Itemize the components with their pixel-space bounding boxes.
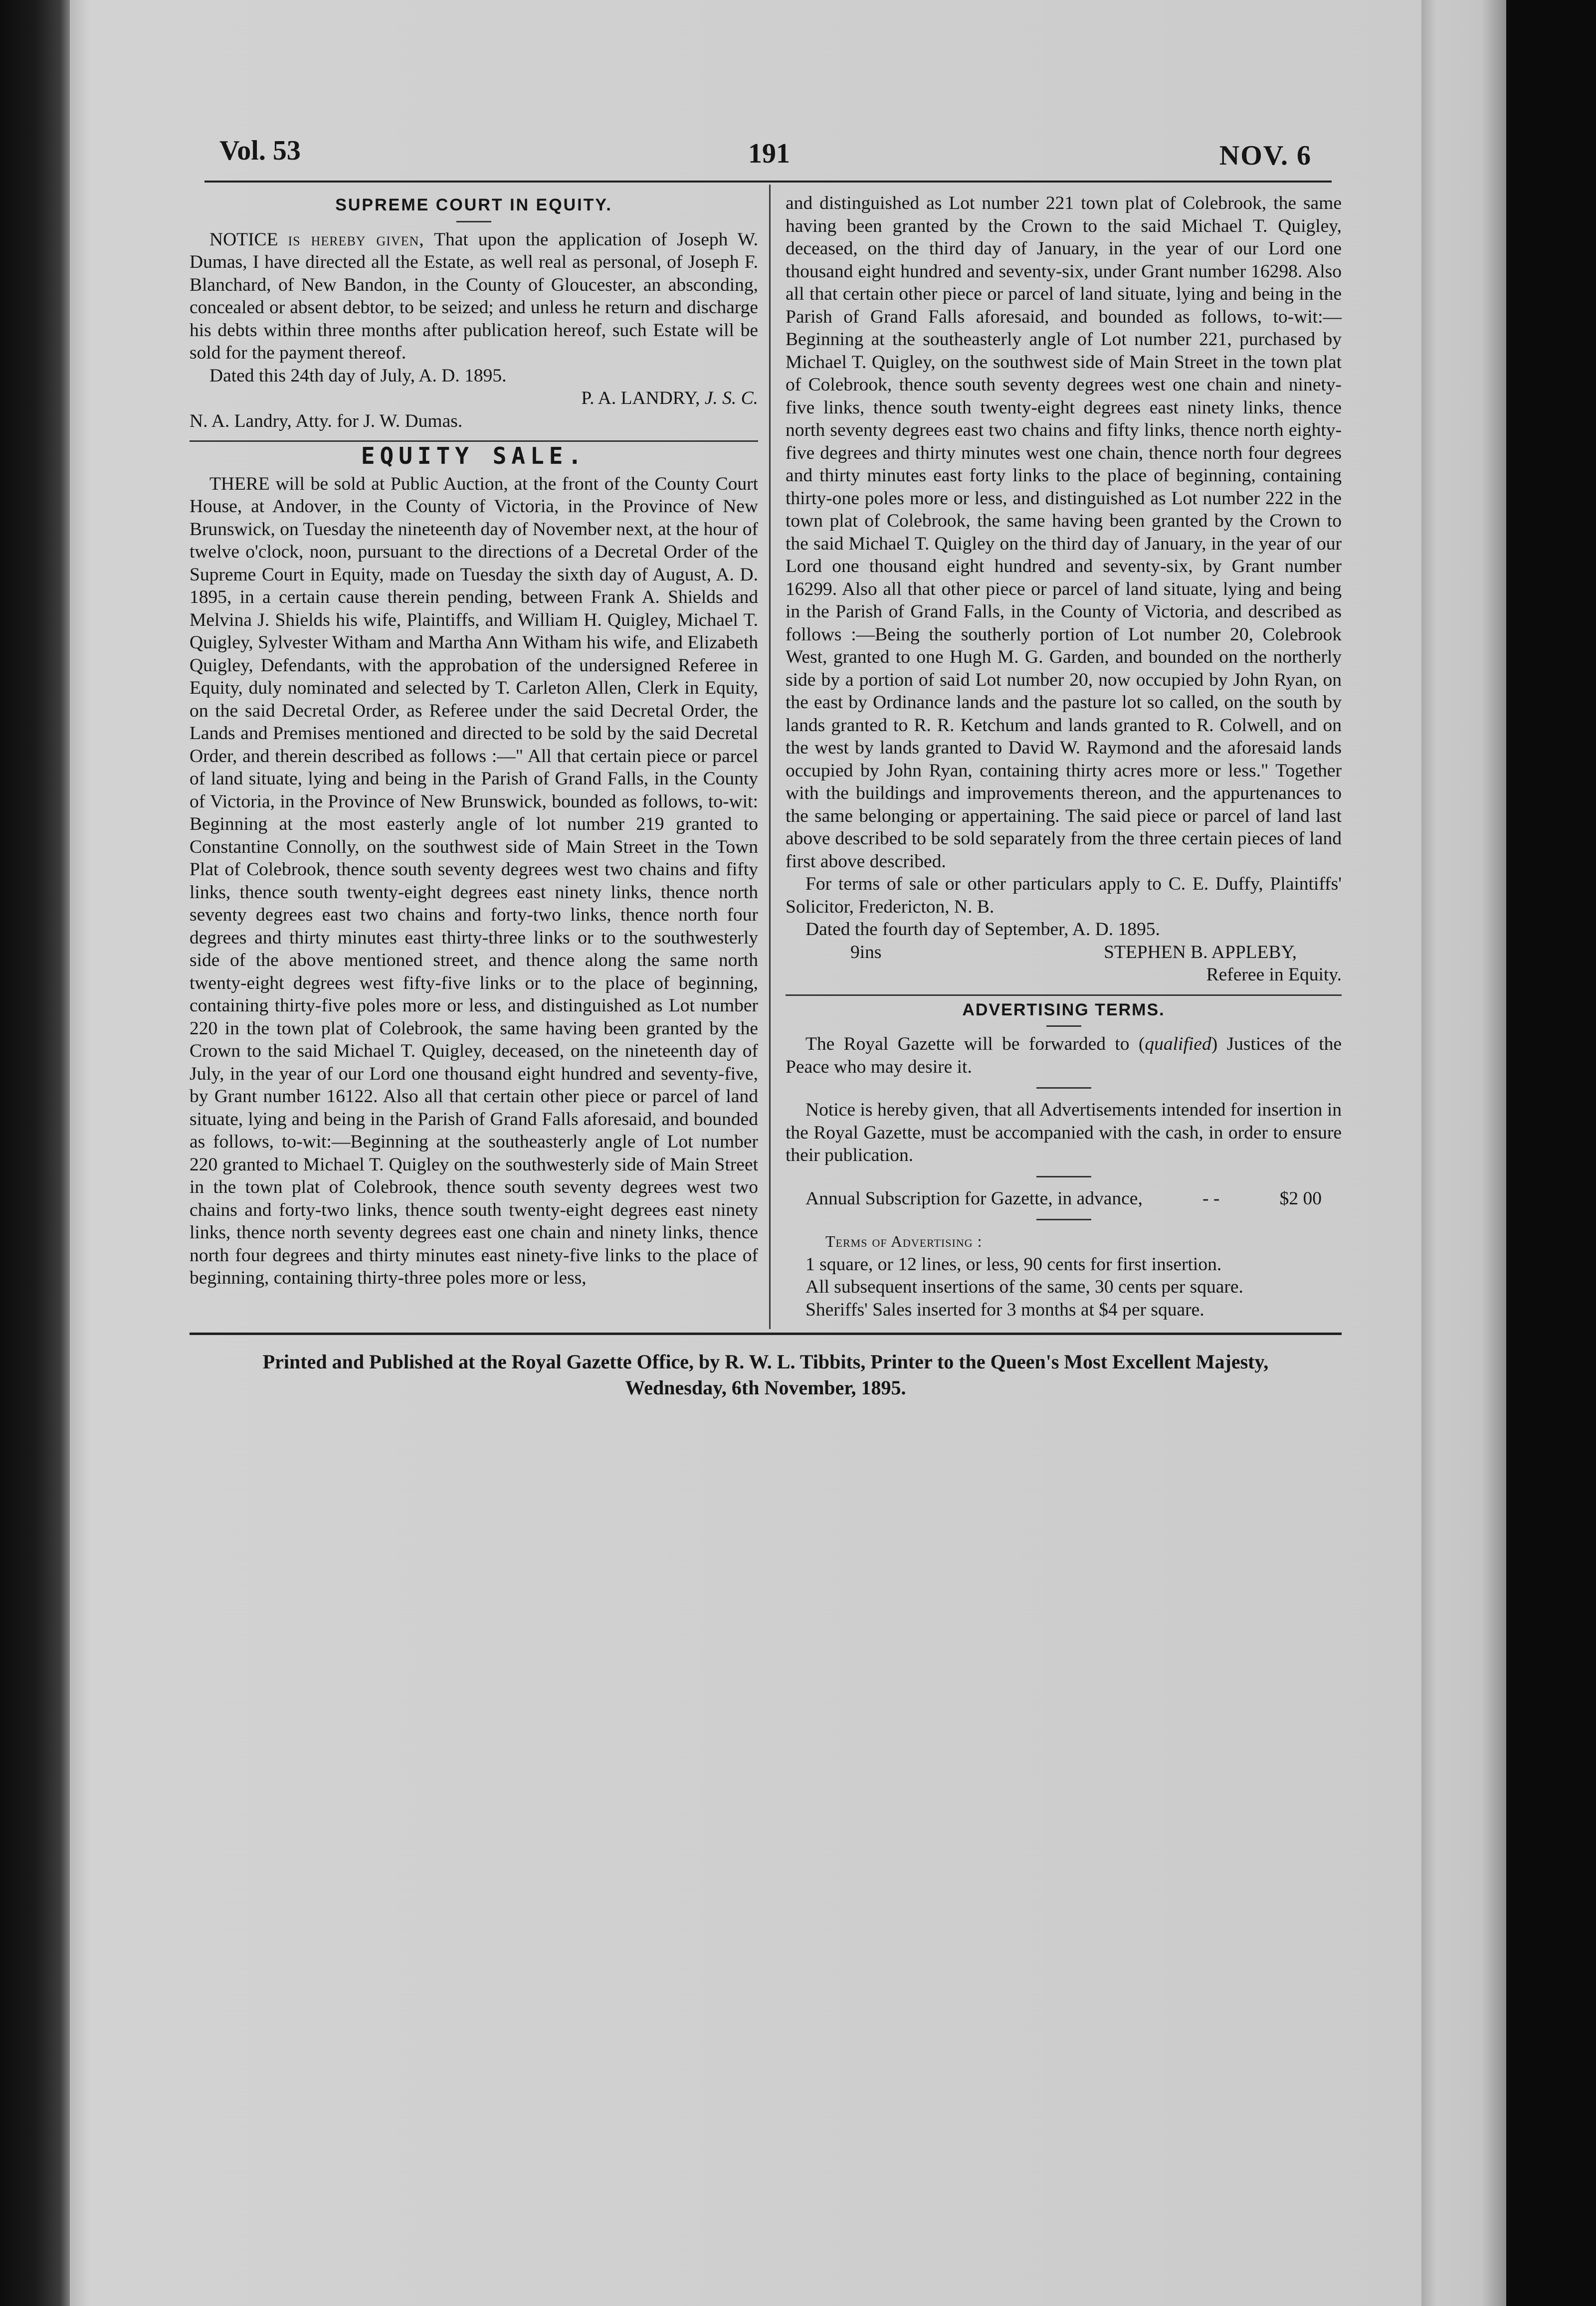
supreme-court-notice xyxy=(190,228,758,365)
supreme-court-attorney: N. A. Landry, Atty. for J. W. Dumas. xyxy=(190,410,463,431)
section-rule xyxy=(190,440,758,442)
subscription-price: $2 00 xyxy=(1279,1188,1322,1209)
subscription-dashes: - - xyxy=(1202,1188,1220,1209)
equity-sale-signature xyxy=(786,941,1342,964)
signer-name: P. A. LANDRY, xyxy=(581,388,700,408)
page-header xyxy=(219,135,1312,180)
advertising-rule xyxy=(1036,1176,1091,1177)
column-divider xyxy=(769,185,771,1329)
equity-sale-terms: For terms of sale or other particulars apply to C. E. Duffy, Plaintiffs' Solicitor, Fredericton, N. B. xyxy=(786,874,1342,917)
supreme-court-dated: Dated this 24th day of July, A. D. 1895. xyxy=(209,365,507,386)
section-rule xyxy=(786,994,1342,996)
issue-date: NOV. 6 xyxy=(1219,140,1312,171)
insertions-code: 9ins xyxy=(850,942,882,962)
advertising-gazette-note: The Royal Gazette will be forwarded to (qualified) Justices of the Peace who may desire it. xyxy=(786,1034,1342,1077)
signer-title: J. S. C. xyxy=(704,388,758,408)
advertising-rule xyxy=(1036,1087,1091,1089)
terms-heading: Terms of Advertising : xyxy=(825,1232,983,1250)
advertising-cash-notice: Notice is hereby given, that all Advertisements intended for insertion in the Royal Gazette, must be accompanied with the cash, in order to ensure their publication. xyxy=(786,1100,1342,1165)
title-rule xyxy=(456,221,491,222)
terms-line-1: 1 square, or 12 lines, or less, 90 cents for first insertion. xyxy=(805,1254,1222,1275)
equity-sale-body-left: THERE will be sold at Public Auction, at the front of the County Court House, at Andover, in the County of Victoria, in the Province of New Brunswick, on Tuesday the nineteenth day of November next, at the hour of twelve o'clock, noon, pursuant to the directions of a Decretal Order of the Supreme Court in Equity, made on Tuesday the sixth day of August, A. D. 1895, in a certain cause therein pending, between Frank A. Shields and Melvina J. Shields his wife, Plaintiffs, and William H. Quigley, Michael T. Quigley, Sylvester Witham and Martha Ann Witham his wife, and Elizabeth Quigley, Defendants, with the approbation of the undersigned Referee in Equity, duly nominated and selected by T. Carleton Allen, Clerk in Equity, on the said Decretal Order, as Referee under the said Decretal Order, the Lands and Premises mentioned and directed to be sold by the said Decretal Order, and therein described as follows :—" All that certain piece or parcel of land situate, lying and being in the Parish of Grand Falls, in the County of Victoria, in the Province of New Brunswick, bounded as follows, to-wit: Beginning at the most easterly angle of lot number 219 granted to Constantine Connolly, on the southwest side of Main Street in the Town Plat of Colebrook, thence south seventy degrees west two chains and fifty links, thence south twenty-eight degrees east ninety links, thence north seventy degrees east two chains and forty-two links, thence north four degrees and thirty minutes east thirty-three links or to the southwesterly side of the above mentioned street, and thence along the same north twenty-eight degrees west fifty-five links or to the place of beginning, containing thirty-five poles more or less, and distinguished as Lot number 220 in the town plat of Colebrook, the same having been granted by the Crown to the said Michael T. Quigley, deceased, on the nineteenth day of July, in the year of our Lord one thousand eight hundred and seventy-five, by Grant number 16122. Also all that certain other piece or parcel of land situate, lying and being in the Parish of Grand Falls aforesaid, and bounded as follows, to-wit:—Beginning at the southeasterly angle of Lot number 220 granted to Michael T. Quigley on the southwesterly side of Main Street in the town plat of Colebrook, thence south seventy degrees west two chains and forty-two links, thence south twenty-eight degrees east ninety links, thence north seventy degrees east one chain and ninety links, thence north four degrees and thirty minutes east ninety-five links to the place of beginning, containing thirty-three poles more or less, xyxy=(190,473,758,1288)
equity-sale-body-right: and distinguished as Lot number 221 town plat of Colebrook, the same having been granted by the Crown to the said Michael T. Quigley, deceased, on the third day of January, in the year of our Lord one thousand eight hundred and seventy-six, under Grant number 16298. Also all that certain other piece or parcel of land situate, lying and being in the Parish of Grand Falls aforesaid, and bounded as follows, to-wit:—Beginning at the southeasterly angle of Lot number 221, purchased by Michael T. Quigley, on the southwest side of Main Street in the town plat of Colebrook, thence south seventy degrees west one chain and ninety-five links, thence south twenty-eight degrees east ninety links, thence north seventy degrees east two chains and fifty links, thence north eighty-five degrees and thirty minutes west one chain, thence north four degrees and thirty minutes east forty links to the place of beginning, containing thirty-one poles more or less, and distinguished as Lot number 222 in the town plat of Colebrook, the same having been granted by the Crown to the said Michael T. Quigley on the third day of January, in the year of our Lord one thousand eight hundred and seventy-six, by Grant number 16299. Also all that other piece or parcel of land situate, lying and being in the Parish of Grand Falls, in the County of Victoria, and described as follows :—Being the southerly portion of Lot number 20, Colebrook West, granted to one Hugh M. G. Garden, and bounded on the northerly side by a portion of said Lot number 20, now occupied by John Ryan, on the east by Ordinance lands and the pasture lot so called, on the south by lands granted to R. R. Ketchum and lands granted to R. Colwell, and on the west by lands granted to David W. Raymond and the aforesaid lands occupied by John Ryan, containing thirty acres more or less." Together with the buildings and improvements thereon, and the appurtenances to the same belonging or appertaining. The said piece or parcel of land last above described to be sold separately from the three certain pieces of land first above described. xyxy=(786,193,1342,872)
advertising-title: ADVERTISING TERMS. xyxy=(962,1000,1165,1019)
notice-lead: NOTICE xyxy=(209,229,278,250)
terms-line-3: Sheriffs' Sales inserted for 3 months at $4 per square. xyxy=(805,1299,1204,1320)
subscription-line xyxy=(786,1187,1342,1210)
referee-name: STEPHEN B. APPLEBY, xyxy=(1104,942,1297,962)
equity-sale-dated: Dated the fourth day of September, A. D. 1895. xyxy=(805,919,1160,940)
binding-shadow xyxy=(0,0,70,2306)
imprint-line-1: Printed and Published at the Royal Gazette Office, by R. W. L. Tibbits, Printer to the Queen's Most Excellent Majesty, xyxy=(262,1350,1269,1373)
supreme-court-signature xyxy=(190,387,758,410)
volume-label: Vol. 53 xyxy=(219,135,301,166)
right-column xyxy=(786,192,1342,1321)
equity-sale-title: EQUITY SALE. xyxy=(361,442,587,469)
referee-title: Referee in Equity. xyxy=(1206,964,1342,985)
notice-body: That upon the application of Joseph W. Dumas, I have directed all the Estate, as well real as personal, of Joseph F. Blanchard, of New Bandon, in the County of Gloucester, an absconding, concealed or absent debtor, to be seized; and unless he return and discharge his debts within three months after publication hereof, such Estate will be sold for the payment thereof. xyxy=(190,229,759,363)
terms-line-2: All subsequent insertions of the same, 30 cents per square. xyxy=(805,1277,1243,1297)
imprint-line-2: Wednesday, 6th November, 1895. xyxy=(625,1376,906,1399)
subscription-label: Annual Subscription for Gazette, in advance, xyxy=(805,1188,1143,1209)
left-column xyxy=(190,192,758,1290)
imprint xyxy=(190,1349,1342,1401)
supreme-court-title: SUPREME COURT IN EQUITY. xyxy=(335,195,612,214)
notice-smallcaps: is hereby given, xyxy=(288,229,424,250)
paper-edge xyxy=(1421,0,1506,2306)
header-rule xyxy=(204,181,1332,183)
title-rule xyxy=(1046,1025,1081,1027)
advertising-rule xyxy=(1036,1219,1091,1220)
footer-rule xyxy=(190,1333,1342,1335)
page-number: 191 xyxy=(748,138,790,169)
